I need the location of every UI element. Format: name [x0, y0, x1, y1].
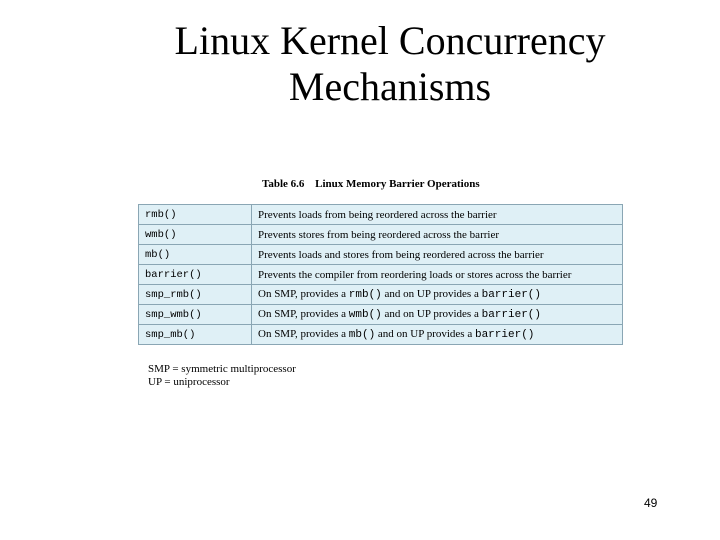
table-row: [139, 265, 623, 285]
description-cell: [252, 285, 623, 305]
table-notes: [148, 363, 296, 389]
description-code: wmb(): [348, 309, 382, 321]
description-code: barrier(): [474, 329, 535, 341]
description-text: and on UP provides a: [381, 288, 482, 300]
note-smp: SMP = symmetric multiprocessor: [148, 363, 296, 375]
table-row: [139, 205, 623, 225]
description-text: On SMP, provides a: [258, 328, 349, 340]
table-row: [139, 305, 623, 325]
description-code: rmb(): [348, 289, 382, 301]
memory-barrier-table: [138, 204, 623, 345]
note-up: UP = uniprocessor: [148, 376, 230, 388]
description-text: On SMP, provides a: [258, 308, 349, 320]
operation-cell: smp_mb(): [139, 325, 252, 345]
description-cell: [252, 305, 623, 325]
table-caption-title: Linux Memory Barrier Operations: [315, 178, 480, 190]
table-row: [139, 225, 623, 245]
operation-cell: smp_wmb(): [139, 305, 252, 325]
operation-cell: smp_rmb(): [139, 285, 252, 305]
description-text: and on UP provides a: [381, 308, 482, 320]
operation-cell: barrier(): [139, 265, 252, 285]
description-cell: Prevents stores from being reordered across the barrier: [252, 225, 623, 245]
description-code: barrier(): [481, 309, 542, 321]
description-cell: Prevents loads and stores from being reordered across the barrier: [252, 245, 623, 265]
slide-title: Linux Kernel Concurrency Mechanisms: [174, 18, 606, 109]
description-cell: Prevents the compiler from reordering loads or stores across the barrier: [252, 265, 623, 285]
table-caption: [262, 178, 480, 190]
description-code: barrier(): [481, 289, 542, 301]
operation-cell: wmb(): [139, 225, 252, 245]
table-row: [139, 285, 623, 305]
description-text: and on UP provides a: [375, 328, 475, 340]
table-caption-number: Table 6.6: [262, 178, 305, 190]
operation-cell: rmb(): [139, 205, 252, 225]
table-row: [139, 245, 623, 265]
description-code: mb(): [348, 329, 376, 341]
description-text: On SMP, provides a: [258, 288, 349, 300]
page-number: 49: [644, 496, 658, 510]
table-crop-edge: [138, 346, 625, 350]
operation-cell: mb(): [139, 245, 252, 265]
table-row: [139, 325, 623, 345]
description-cell: Prevents loads from being reordered across the barrier: [252, 205, 623, 225]
description-cell: [252, 325, 623, 345]
